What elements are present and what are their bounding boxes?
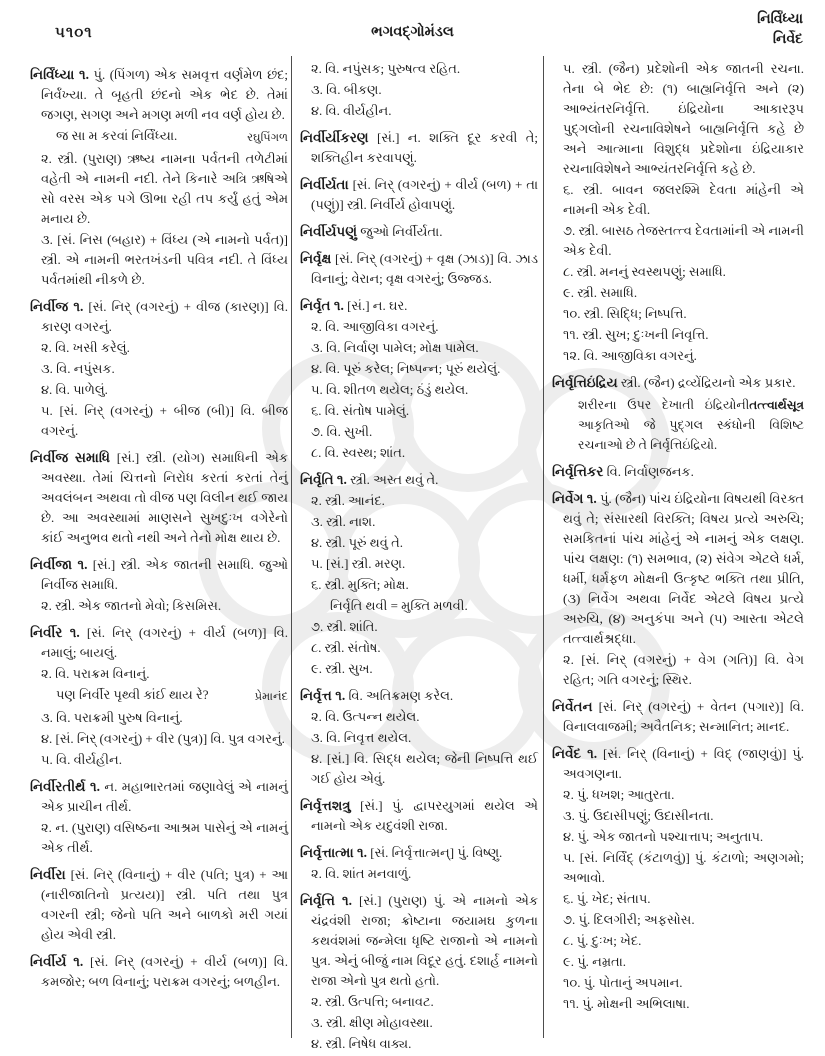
body-text: ૩. વિ. બીકણ.	[311, 82, 382, 97]
body-text: ૭. પું. દિલગીરી; અફસોસ.	[563, 912, 695, 927]
body-text: ૪. પું. એક જાતનો પશ્ચાત્તાપ; અનુતાપ.	[563, 829, 764, 844]
body-text: ૭. સ્ત્રી. બાસઠ તેજસ્તત્ત્વ દેવતામાંની એ નામની એક દેવી.	[563, 223, 804, 258]
body-text: ૪. [સં. નિર્ (વગરનું) + વીર (પુત્ર)] વિ. પુત્ર વગરનું.	[41, 731, 285, 746]
body-text: વિ. નિર્વાણજનક.	[606, 464, 694, 479]
body-text: ૮. સ્ત્રી. સંતોષ.	[311, 640, 381, 655]
body-text: [સં.] સ્ત્રી. એક જાતની સમાધિ. જુઓ નિર્વીજ સમાધિ.	[41, 557, 288, 592]
body-text: ૧૦. પું. પોતાનું અપમાન.	[563, 975, 683, 990]
body-text: ૮. વિ. સ્વસ્થ; શાંત.	[311, 445, 406, 460]
dictionary-entry	[300, 891, 538, 991]
body-text: ૯. સ્ત્રી. સમાધિ.	[563, 285, 638, 300]
column-divider	[291, 56, 292, 1038]
body-text: ૬. પું. ખેદ; સંતાપ.	[563, 891, 651, 906]
sense-line	[552, 325, 804, 345]
headword: નિર્વૃત્તાત્મા ૧.	[300, 845, 367, 860]
headword: નિર્વીર્યપણું	[300, 224, 357, 239]
headword: નિર્વીરા	[30, 867, 66, 882]
body-text: [સં. નિર્વૃત્તાત્મન્] પું. વિષ્ણુ.	[370, 845, 503, 860]
body-text: જુઓ નિર્વીર્યતા.	[360, 224, 443, 239]
headword: નિર્વીજ ૧.	[30, 299, 84, 314]
sense-line	[300, 864, 538, 884]
sense-line	[300, 992, 538, 1012]
body-text: ન. મહાભારતમાં જણાવેલું એ નામનું એક પ્રાચીન તીર્થ.	[41, 779, 288, 814]
sense-line	[552, 889, 804, 909]
sense-line	[30, 230, 288, 290]
dictionary-entry	[552, 373, 804, 393]
sense-line	[300, 1034, 538, 1054]
body-text: [સં. નિર્ (વગરનું) + વીર્ય (બળ)] વિ. કમજોર; બળ વિનાનું; પરાક્રમ વગરનું; બળહીન.	[41, 954, 288, 989]
body-text: ૯. પું. નમ્રતા.	[563, 954, 627, 969]
body-text: સ્ત્રી. અસ્ત થવું તે.	[350, 472, 439, 487]
sense-line	[552, 910, 804, 930]
body-text: ૪. વિ. પૂરું કરેલ; નિષ્પન્ન; પૂરું થયેલું.	[311, 361, 501, 376]
body-text: ૨. સ્ત્રી. એક જાતનો મેવો; કિસમિસ.	[41, 598, 222, 613]
body-text: [સં. નિર્ (વગરનું) + વીર્ય (બળ) + તા (પણું)] સ્ત્રી. નિર્વીર્ય હોવાપણું.	[311, 177, 539, 212]
body-text: ૫. [સં.] સ્ત્રી. મરણ.	[311, 556, 406, 571]
body-text: ૪. સ્ત્રી. પૂરું થવું તે.	[311, 535, 403, 550]
dictionary-entry	[552, 697, 804, 737]
body-text: ૭. સ્ત્રી. શાંતિ.	[311, 619, 378, 634]
body-text: ૨. સ્ત્રી. ઉત્પત્તિ; બનાવટ.	[311, 994, 434, 1009]
body-text: [સં. નિર્ (વિનાનું) + વીર (પતિ; પુત્ર) + આ (નારીજાતિનો પ્રત્યય)] સ્ત્રી. પતિ તથા પુત્ર વગરની સ્ત્રી; જેનો પતિ અને બાળકો મરી ગયાં હોય એવી સ્ત્રી.	[41, 867, 289, 942]
body-text: ૫. વિ. વીર્યહીન.	[41, 752, 122, 767]
sense-line	[300, 443, 538, 463]
headword: નિર્વેદ ૧.	[552, 746, 598, 761]
dictionary-entry	[300, 175, 538, 215]
sense-line	[552, 262, 804, 282]
headword: નિર્વિંધ્યા ૧.	[30, 67, 89, 82]
text-column-2	[300, 58, 538, 1054]
sense-line	[30, 338, 288, 358]
body-text: ૨. પું. ધખશ; આતુરતા.	[563, 787, 675, 802]
headword: નિર્વેગ ૧.	[552, 491, 597, 506]
headword: નિર્વીજા ૧.	[30, 557, 88, 572]
text-column-3	[552, 58, 804, 1014]
sense-line	[300, 617, 538, 637]
body-text: [સં.] પું. દ્વાપરયુગમાં થયેલ એ નામનો એક યદુવંશી રાજા.	[311, 798, 539, 833]
body-text: [સં.] ન. શક્તિ દૂર કરવી તે; શક્તિહીન કરવાપણું.	[311, 130, 539, 165]
sense-line	[300, 80, 538, 100]
body-text: પું. (પિંગળ) એક સમવૃત્ત વર્ણમેળ છંદ; નિર્વંખ્યા. તે બૃહતી છંદનો એક ભેદ છે. તેમાં જગણ, સગણ અને મગણ મળી નવ વર્ણ હોય છે.	[41, 67, 288, 122]
headword: નિર્વૃક્ષ	[300, 251, 332, 266]
sense-line	[552, 283, 804, 303]
body-text: ૨. વિ. શાંત મનવાળું.	[311, 866, 412, 881]
body-text: ૮. સ્ત્રી. મનનું સ્વસ્થપણું; સમાધિ.	[563, 264, 726, 279]
citation-source: પ્રેમાનંદ	[254, 691, 288, 703]
body-text: ૬. વિ. સંતોષ પામેલું.	[311, 403, 410, 418]
body-text: વિ. અતિક્રમણ કરેલ.	[348, 688, 454, 703]
dictionary-entry	[30, 623, 288, 663]
sense-line	[300, 338, 538, 358]
body-text: સ્ત્રી. (જૈન) દ્રવ્યેંદ્રિયનો એક પ્રકાર.	[620, 375, 796, 390]
sense-line	[300, 317, 538, 337]
body-text: [સં.] સ્ત્રી. (યોગ) સમાધિની એક અવસ્થા. તેમાં ચિત્તનો નિરોધ કરતાં કરતાં તેનું અવલંબન અથવા તો વીજ પણ વિલીન થઈ જાય છે. આ અવસ્થામાં માણસને સુખદુઃખ વગેરેનો કાંઈ અનુભવ થતો નથી અને તેનો મોક્ષ થાય છે.	[41, 450, 289, 545]
sense-line	[552, 785, 804, 805]
sense-line	[300, 422, 538, 442]
body-text: ૮. પું. દુઃખ; ખેદ.	[563, 933, 642, 948]
column-divider	[543, 56, 544, 1038]
dictionary-entry	[552, 489, 804, 649]
text-column-1	[30, 58, 288, 992]
body-text: ૨. ન. (પુરાણ) વસિષ્ઠના આશ્રમ પાસેનું એ નામનું એક તીર્થ.	[41, 820, 288, 855]
body-text: ૨. વિ. ઉત્પન્ન થયેલ.	[311, 709, 420, 724]
dictionary-entry	[300, 249, 538, 289]
verse-line	[30, 126, 288, 148]
body-text: નિર્વૃતિ થવી = મુક્તિ મળવી.	[330, 598, 468, 613]
dictionary-entry	[300, 843, 538, 863]
sense-line	[30, 401, 288, 441]
body-text: ૩. સ્ત્રી. નાશ.	[311, 514, 376, 529]
body-text: ૧૦. સ્ત્રી. સિદ્ધિ; નિષ્પત્તિ.	[563, 306, 687, 321]
body-text: ૬. સ્ત્રી. મુક્તિ; મોક્ષ.	[311, 577, 409, 592]
sense-line	[300, 554, 538, 574]
body-text: ૪. [સં.] વિ. સિદ્ધ થયેલ; જેની નિષ્પત્તિ થઈ ગઈ હોય એવું.	[311, 751, 538, 786]
body-text: ૧૧. સ્ત્રી. સુખ; દુઃખની નિવૃત્તિ.	[563, 327, 709, 342]
sense-line	[552, 650, 804, 690]
sense-line	[30, 818, 288, 858]
citation-source: રઘુપિંગળ	[247, 132, 288, 144]
headword: નિર્વીર ૧.	[30, 625, 80, 640]
citation-note	[552, 395, 804, 455]
body-text: [સં.] ન. ઘર.	[347, 298, 408, 313]
body-text: ૧૨. વિ. આજીવિકા વગરનું.	[563, 348, 697, 363]
body-text: ૬. સ્ત્રી. બાવન જલરશ્મિ દેવતા માંહેની એ નામની એક દેવી.	[563, 182, 804, 217]
dictionary-entry	[300, 796, 538, 836]
body-text: ૩. વિ. પરાક્રમી પુરુષ વિનાનું.	[41, 710, 183, 725]
sense-line	[552, 952, 804, 972]
headword: નિર્વીર્યીકરણ	[300, 130, 369, 145]
body-text: [સં. નિર્ (વગરનું) + વીર્ય (બળ)] વિ. નમાલું; બાયલું.	[41, 625, 288, 660]
sense-line	[300, 533, 538, 553]
dictionary-entry	[30, 777, 288, 817]
body-text: ૧૧. પું. મોક્ષની અભિલાષા.	[563, 996, 690, 1011]
body-text: ૭. વિ. સુખી.	[311, 424, 373, 439]
body-text: ૫. સ્ત્રી. (જૈન) પ્રદેશોની એક જાતની રચના. તેના બે ભેદ છે: (૧) બાહ્યનિર્વૃત્તિ અને (૨) આભ્યંતરનિર્વૃત્તિ. ઇંદ્રિયોના આકારરૂપ પુદ્ગલોની રચનાવિશેષને બાહ્યનિર્વૃત્તિ કહે છે અને આત્માના વિશુદ્ધ પ્રદેશોના ઇંદ્રિયાકાર રચનાવિશેષને આભ્યંતરનિર્વૃત્તિ કહે છે.	[563, 61, 804, 176]
body-text: [સં. નિર્ (વગરનું) + વેતન (પગાર)] વિ. વિનાલવાજમી; અવૈતનિક; સન્માનિત; માનદ.	[563, 699, 804, 734]
body-text: ૫. વિ. શીતળ થયેલ; ઠંડું થયેલ.	[311, 382, 469, 397]
sense-line	[552, 346, 804, 366]
sense-line	[300, 512, 538, 532]
body-text: ૨. વિ. નપુંસક; પુરુષત્વ રહિત.	[311, 61, 461, 76]
dictionary-entry	[30, 65, 288, 125]
sense-line	[552, 931, 804, 951]
body-text: [સં. નિર્ (વગરનું) + વૃક્ષ (ઝાડ)] વિ. ઝાડ વિનાનું; વેરાન; વૃક્ષ વગરનું; ઉજ્જડ.	[311, 251, 538, 286]
sense-line	[552, 994, 804, 1014]
dictionary-entry	[30, 297, 288, 337]
headword: નિર્વીર્યતા	[300, 177, 349, 192]
body-text: ૯. સ્ત્રી. સુખ.	[311, 661, 373, 676]
sense-line	[300, 59, 538, 79]
sense-line	[30, 380, 288, 400]
headword: નિર્વૃત્ત ૧.	[300, 688, 346, 703]
body-text: [સં. નિર્ (વગરનું) + વીજ (કારણ)] વિ. કારણ વગરનું.	[41, 299, 288, 334]
sense-line	[552, 221, 804, 261]
body-text: ૨. સ્ત્રી. આનંદ.	[311, 493, 385, 508]
body-text: ૪. વિ. પાળેલું.	[41, 382, 108, 397]
body-text: [સં.] (પુરાણ) પું. એ નામનો એક ચંદ્રવંશી રાજા; ક્રોષ્ટાના જયામઘ કુળના કથવંશમાં જન્મેલા ધૃષ્ટિ રાજાનો એ નામનો પુત્ર. એનું બીજું નામ વિદૂર હતું. દશાર્હ નામનો રાજા એનો પુત્ર થતો હતો.	[311, 893, 539, 988]
sense-line	[300, 380, 538, 400]
sense-line	[30, 664, 288, 684]
sense-line	[300, 638, 538, 658]
dictionary-entry	[300, 296, 538, 316]
sense-line	[300, 575, 538, 595]
sense-line	[300, 101, 538, 121]
body-text: ૨. વિ. આજીવિકા વગરનું.	[311, 319, 439, 334]
body-text: ૫. [સં. નિર્વિંદ્ (કંટાળવું)] પું. કંટાળો; અણગમો; અભાવો.	[563, 850, 804, 885]
dictionary-entry	[300, 470, 538, 490]
sense-line	[30, 359, 288, 379]
sense-line	[300, 728, 538, 748]
body-text: ૩. સ્ત્રી. ક્ષીણ મોહાવસ્થા.	[311, 1015, 433, 1030]
headword: નિર્વૃત્તશત્રુ	[300, 798, 351, 813]
body-text: ૩. પું. ઉદાસીપણું; ઉદાસીનતા.	[563, 808, 714, 823]
body-text: ૪. વિ. વીર્યહીન.	[311, 103, 392, 118]
sense-line	[552, 973, 804, 993]
catchwords	[757, 10, 803, 50]
catchword-last: નિર્વેદ	[772, 32, 803, 47]
dictionary-entry	[552, 744, 804, 784]
sense-line	[552, 180, 804, 220]
sense-line	[300, 707, 538, 727]
body-text: ૩. [સં. નિસ (બહાર) + વિંધ્ય (એ નામનો પર્વત)] સ્ત્રી. એ નામની ભરતખંડની પવિત્ર નદી. તે વિંધ્ય પર્વતમાંથી નીકળે છે.	[41, 232, 288, 287]
dictionary-entry	[30, 952, 288, 992]
dictionary-entry	[300, 686, 538, 706]
headword: નિર્વીરતીર્થ ૧.	[30, 779, 101, 794]
headword: નિર્વૃત ૧.	[300, 298, 344, 313]
body-text: ૪. સ્ત્રી. નિષેધ વાક્ય.	[311, 1036, 412, 1051]
body-text: ૨. વિ. ખસી કરેલું.	[41, 340, 130, 355]
verse-text: પણ નિર્વીર પૃથ્વી કાંઈ થાય રે?	[56, 687, 209, 702]
sense-line	[552, 848, 804, 888]
catchword-first: નિર્વિંધ્યા	[757, 12, 803, 27]
body-text: ૫. [સં. નિર્ (વગરનું) + બીજ (બી)] વિ. બીજ વગરનું.	[41, 403, 288, 438]
sense-line	[300, 1013, 538, 1033]
sense-line	[30, 729, 288, 749]
sense-line	[552, 806, 804, 826]
dictionary-entry	[30, 865, 288, 945]
page-header	[0, 0, 825, 54]
idiom-line	[300, 596, 538, 616]
body-text: ૩. વિ. નિર્વાણ પામેલ; મોક્ષ પામેલ.	[311, 340, 479, 355]
sense-line	[300, 401, 538, 421]
headword: નિર્વૃત્તિઇંદ્રિય	[552, 375, 618, 390]
dictionary-entry	[300, 128, 538, 168]
headword: નિર્વેતન	[552, 699, 593, 714]
dictionary-entry	[30, 448, 288, 548]
verse-text: જ સા મ કરવાં નિર્વિંધ્યા.	[56, 128, 178, 143]
book-title: ભગવદ્ગોમંડલ	[371, 24, 454, 40]
sense-line	[30, 708, 288, 728]
body-text: ૨. વિ. પરાક્રમ વિનાનું.	[41, 666, 150, 681]
body-text: ૩. વિ. નિવૃત્ત થયેલ.	[311, 730, 412, 745]
headword: નિર્વૃત્તિકર	[552, 464, 604, 479]
body-text: ૨. સ્ત્રી. (પુરાણ) ઋષ્ય નામના પર્વતની તળેટીમાં વહેતી એ નામની નદી. તેને કિનારે અત્રિ ઋષિએ સો વરસ એક પગે ઊભા રહી તપ કર્યું હતું એમ મનાય છે.	[41, 151, 288, 226]
sense-line	[300, 491, 538, 511]
body-text: ૨. [સં. નિર્ (વગરનું) + વેગ (ગતિ)] વિ. વેગ રહિત; ગતિ વગરનું; સ્થિર.	[563, 652, 804, 687]
headword: નિર્વૃત્તિ ૧.	[300, 893, 352, 908]
body-text: પું. (જૈન) પાંચ ઇંદ્રિયોના વિષયથી વિરક્ત થવું તે; સંસારથી વિરક્તિ; વિષય પ્રત્યે અરુચિ; સમકિતનાં પાંચ માંહેનું એ નામનું એક લક્ષણ. પાંચ લક્ષણ: (૧) સમભાવ, (૨) સંવેગ એટલે ધર્મ, ધર્મી, ધર્મફળ મોક્ષની ઉત્કૃષ્ટ ભક્તિ તથા પ્રીતિ, (૩) નિર્વેગ અથવા નિર્વેદ એટલે વિષય પ્રત્યે અરુચિ, (૪) અનુકંપા અને (૫) આસ્તા એટલે તત્ત્વાર્થશ્રદ્ધા.	[563, 491, 804, 646]
body-text: ૩. વિ. નપુંસક.	[41, 361, 115, 376]
sense-line	[552, 304, 804, 324]
sense-line	[300, 359, 538, 379]
sense-line	[30, 149, 288, 229]
sense-line	[30, 750, 288, 770]
citation-source: તત્ત્વાર્થસૂત્ર	[749, 398, 804, 412]
headword: નિર્વૃતિ ૧.	[300, 472, 347, 487]
body-text: શરીરના ઉપર દેખાતી ઇંદ્રિયોની આકૃતિઓ જે પુદ્ગલ સ્કંધોની વિશિષ્ટ રચનાઓ છે તે નિર્વૃત્તિઇંદ્રિયો.	[578, 398, 804, 452]
page-number: ૫૧૦૧	[55, 25, 93, 41]
sense-line	[30, 596, 288, 616]
dictionary-entry	[300, 222, 538, 242]
dictionary-entry	[552, 462, 804, 482]
body-text: [સં. નિર્ (વિનાનું) + વિદ્ (જાણવું)] પું. અવગણના.	[563, 746, 804, 781]
verse-line	[30, 685, 288, 707]
sense-line	[300, 749, 538, 789]
dictionary-entry	[30, 555, 288, 595]
headword: નિર્વીર્ય ૧.	[30, 954, 84, 969]
sense-line	[552, 59, 804, 179]
sense-line	[552, 827, 804, 847]
headword: નિર્વીજ સમાધિ	[30, 450, 110, 465]
sense-line	[300, 659, 538, 679]
